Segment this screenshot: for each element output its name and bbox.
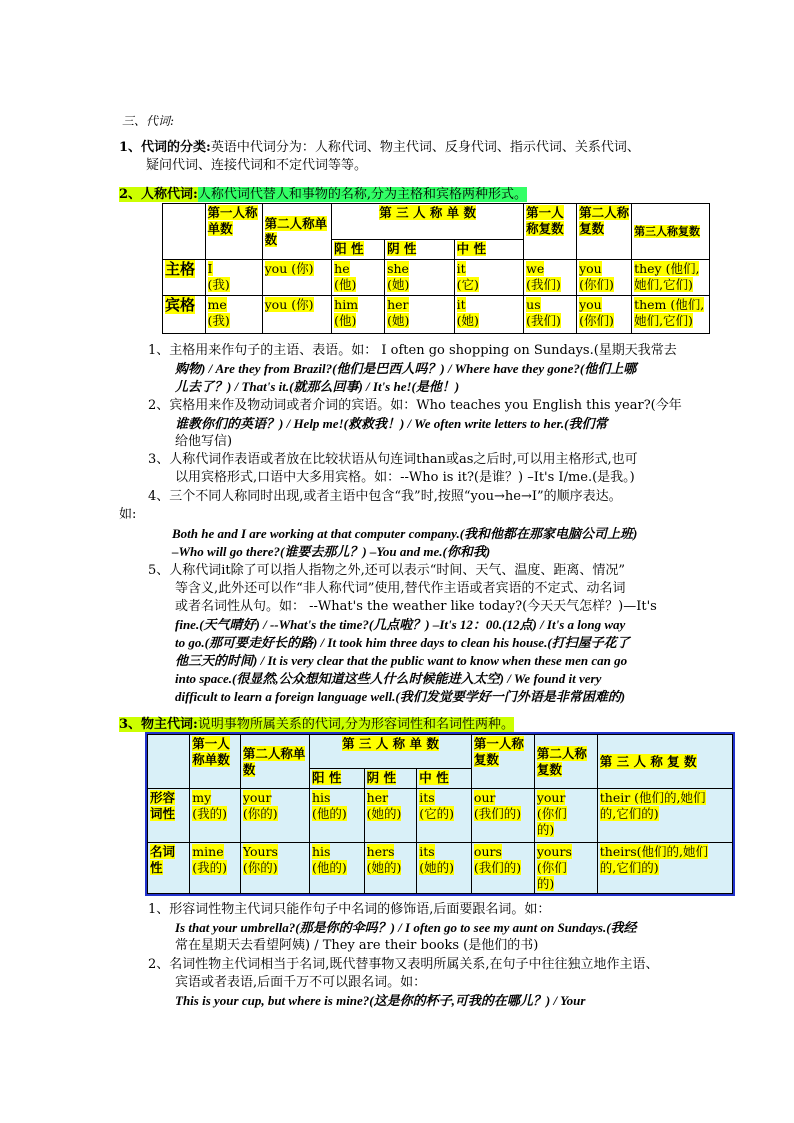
possessive-pronoun-table (147, 734, 733, 894)
table2-cell: our (我们的) (471, 789, 534, 843)
p2-description: 人称代词代替人和事物的名称,分为主格和宾格两种形式。 (197, 187, 527, 202)
table2-cell: your (你的) (240, 789, 309, 843)
paragraph-classification (119, 139, 699, 157)
table2-cell: your (你们 的) (534, 789, 597, 843)
table2-cell: its (它的) (417, 789, 472, 843)
list-item: 等含义,此外还可以作“非人称代词”使用,替代作主语或者宾语的不定式、动名词 (175, 581, 626, 596)
list-item: 儿去了？) / That's it.(就那么回事) / It's he!(是他！) (175, 379, 460, 394)
table1-cell: they (他们, 她们,它们) (632, 260, 710, 296)
list-item: 2、名词性物主代词相当于名词,既代替事物又表明所属关系,在句子中往往独立地作主语、 (148, 957, 659, 972)
section-title: 三、代词: (122, 114, 175, 128)
table1-corner (163, 204, 206, 260)
table1-cell: us (我们) (524, 296, 577, 334)
p3-number: 3、 (119, 717, 142, 732)
table1-sub-feminine: 阴 性 (385, 240, 455, 260)
list-item: –Who will go there?(谁要去那儿？) –You and me.(你和我) (172, 544, 491, 559)
p1-line1: 英语中代词分为：人称代词、物主代词、反身代词、指示代词、关系代词、 (210, 140, 640, 155)
table1-cell: them (他们, 她们,它们) (632, 296, 710, 334)
p1-heading: 代词的分类: (141, 140, 211, 155)
table1-cell: he (他) (332, 260, 385, 296)
p3-heading: 物主代词: (141, 717, 198, 732)
list-item: 1、主格用来作句子的主语、表语。如： I often go shopping on Sundays.(星期天我常去 (148, 343, 677, 358)
p2-heading: 人称代词: (141, 187, 198, 202)
table1-header-2nd-singular: 第二人称单数 (262, 204, 332, 260)
table1-header-2nd-plural: 第二人称复数 (577, 204, 632, 260)
list-item: 4、三个不同人称同时出现,或者主语中包含“我”时,按照“you→he→I”的顺序表达。 (148, 489, 622, 504)
list-item: to go.(那可要走好长的路) / It took him three days to clean his house.(打扫屋子花了 (175, 635, 630, 650)
table1-cell: we (我们) (524, 260, 577, 296)
table2-cell: hers (她的) (364, 843, 417, 894)
table2-row-label: 名词性 (148, 843, 190, 894)
list-item: 以用宾格形式,口语中大多用宾格。如：--Who is it?(是谁？) –It's I/me.(是我。) (175, 470, 635, 485)
list-item: 1、形容词性物主代词只能作句子中名词的修饰语,后面要跟名词。如： (148, 902, 551, 917)
table2-row-label: 形容词性 (148, 789, 190, 843)
table2-cell: ours (我们的) (471, 843, 534, 894)
table2-header-2nd-plural: 第二人称复数 (534, 735, 597, 789)
paragraph-possessive-pronoun (119, 716, 514, 734)
list-item: 2、宾格用来作及物动词或者介词的宾语。如：Who teaches you English this year?(今年 (148, 398, 682, 413)
list-item: 3、人称代词作表语或者放在比较状语从句连词than或as之后时,可以用主格形式,也可 (148, 452, 638, 467)
list-item: 常在星期天去看望阿姨) / They are their books (是他们的书) (175, 938, 539, 953)
table1-sub-masculine: 阳 性 (332, 240, 385, 260)
table2-sub-feminine: 阴 性 (364, 769, 417, 789)
list-item: 给他写信) (175, 434, 233, 449)
table2-cell: my (我的) (190, 789, 241, 843)
table2-header-1st-singular: 第一人称单数 (190, 735, 241, 789)
table-row (148, 843, 733, 894)
paragraph-personal-pronoun (119, 186, 527, 204)
list-item: Is that your umbrella?(那是你的伞吗？) / I often go to see my aunt on Sundays.(我经 (175, 920, 637, 935)
table-row (163, 296, 710, 334)
table1-cell: it (它) (454, 260, 524, 296)
table-row (148, 789, 733, 843)
table2-cell: his (他的) (309, 843, 364, 894)
table2-sub-neuter: 中 性 (417, 769, 472, 789)
table1-header-1st-singular: 第一人称单数 (205, 204, 262, 260)
list-item: 如: (119, 507, 137, 522)
table2-corner (148, 735, 190, 789)
table1-cell: it (她) (454, 296, 524, 334)
list-item: fine.(天气晴好) / --What's the time?(几点啦？) –It's 12：00.(12点) / It's a long way (175, 617, 626, 632)
paragraph-classification-line2: 疑问代词、连接代词和不定代词等等。 (146, 158, 368, 173)
table1-row-label: 宾格 (163, 296, 206, 334)
table2-header-1st-plural: 第一人称复数 (471, 735, 534, 789)
table1-cell: she (她) (385, 260, 455, 296)
table2-header-2nd-singular: 第二人称单数 (240, 735, 309, 789)
list-item: 购物) / Are they from Brazil?(他们是巴西人吗？) / Where have they gone?(他们上哪 (175, 361, 637, 376)
table1-cell: I (我) (205, 260, 262, 296)
table2-cell: theirs(他们的,她们 的,它们的) (597, 843, 732, 894)
table1-cell: you (你) (262, 296, 332, 334)
table1-cell: me (我) (205, 296, 262, 334)
table1-cell: him (他) (332, 296, 385, 334)
table2-cell: its (她的) (417, 843, 472, 894)
table1-header-1st-plural: 第一人称复数 (524, 204, 577, 260)
list-item: 谁教你们的英语？) / Help me!(救救我！) / We often write letters to her.(我们常 (175, 416, 608, 431)
list-item: into space.(很显然,公众想知道这些人什么时候能进入太空) / We found it very (175, 671, 602, 686)
table1-cell: you (你们) (577, 296, 632, 334)
table2-cell: his (他的) (309, 789, 364, 843)
table2-cell: yours (你们 的) (534, 843, 597, 894)
table1-row-label: 主格 (163, 260, 206, 296)
table1-cell: you (你) (262, 260, 332, 296)
table2-sub-masculine: 阳 性 (309, 769, 364, 789)
list-item: 或者名词性从句。如： --What's the weather like today?(今天天气怎样？)—It's (175, 599, 657, 614)
list-item: 宾语或者表语,后面千万不可以跟名词。如： (175, 975, 427, 990)
p1-number: 1、 (119, 140, 142, 155)
list-item: difficult to learn a foreign language well.(我们发觉要学好一门外语是非常困难的) (175, 689, 626, 704)
personal-pronoun-table (162, 203, 710, 334)
table2-cell: mine (我的) (190, 843, 241, 894)
table2-cell: their (他们的,她们 的,它们的) (597, 789, 732, 843)
table1-cell: her (她) (385, 296, 455, 334)
table1-header-3rd-singular: 第 三 人 称 单 数 (332, 204, 524, 240)
table2-cell: her (她的) (364, 789, 417, 843)
table1-cell: you (你们) (577, 260, 632, 296)
table2-header-3rd-plural: 第 三 人 称 复 数 (597, 735, 732, 789)
p2-number: 2、 (119, 187, 142, 202)
table1-sub-neuter: 中 性 (454, 240, 524, 260)
list-item: 5、人称代词it除了可以指人指物之外,还可以表示“时间、天气、温度、距离、情况” (148, 563, 626, 578)
list-item: 他三天的时间) / It is very clear that the public want to know when these men can go (175, 653, 628, 668)
table2-header-3rd-singular: 第 三 人 称 单 数 (309, 735, 471, 769)
table1-header-3rd-plural: 第三人称复数 (632, 204, 710, 260)
list-item: This is your cup, but where is mine?(这是你的杯子,可我的在哪儿？) / Your (175, 993, 586, 1008)
p3-description: 说明事物所属关系的代词,分为形容词性和名词性两种。 (197, 717, 514, 732)
table2-cell: Yours (你的) (240, 843, 309, 894)
list-item: Both he and I are working at that computer company.(我和他都在那家电脑公司上班) (172, 526, 638, 541)
table-row (163, 260, 710, 296)
